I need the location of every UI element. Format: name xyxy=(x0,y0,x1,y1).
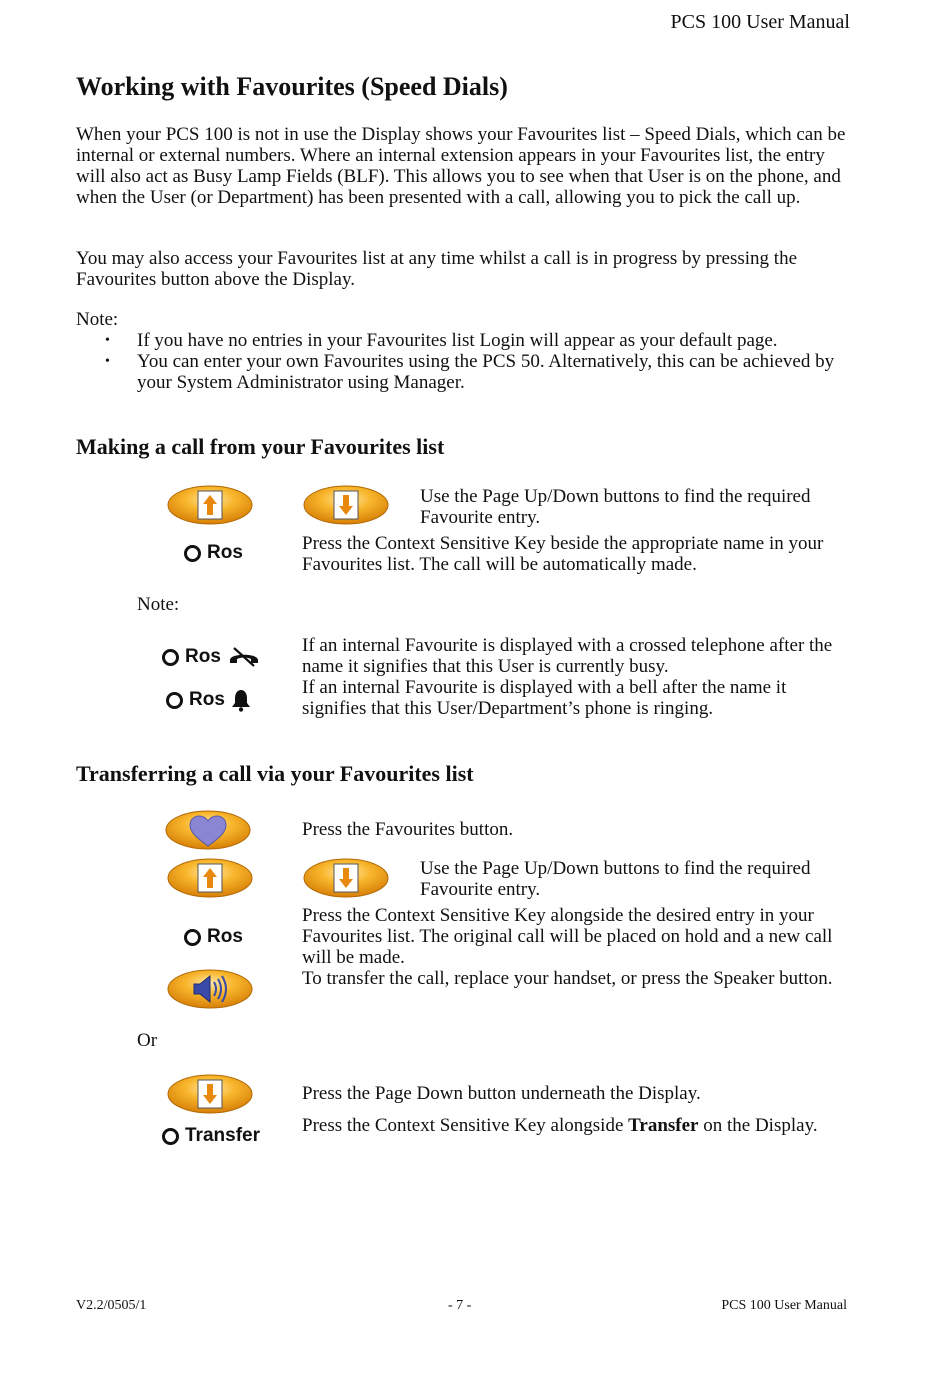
favourites-button xyxy=(164,809,252,851)
footer-version: V2.2/0505/1 xyxy=(76,1298,147,1313)
page-down-button xyxy=(302,484,390,526)
bullet-item: • If you have no entries in your Favourites list Login will appear as your default page. xyxy=(105,330,778,351)
context-key-icon xyxy=(166,692,183,709)
bullet-dot-icon: • xyxy=(105,333,110,348)
bell-icon xyxy=(231,688,251,712)
making-step-context-key: Press the Context Sensitive Key beside the appropriate name in your Favourites list. The call will be automatically made. xyxy=(302,533,824,575)
page-down-button xyxy=(302,857,390,899)
intro-paragraph-1: When your PCS 100 is not in use the Display shows your Favourites list – Speed Dials, which can be internal or external numbers. Where an internal extension appears in your Favourites list, the entry will also act as Busy Lamp Fields (BLF). This allows you to see when that User is on the phone, and when the User (or Department) has been presented with a call, allowing you to pick the call up. xyxy=(76,124,846,208)
context-key-ros: Ros xyxy=(184,542,243,564)
page-up-button xyxy=(166,484,254,526)
or-label: Or xyxy=(137,1030,158,1051)
page-up-button xyxy=(166,857,254,899)
footer-page-number: - 7 - xyxy=(448,1298,472,1313)
busy-description: If an internal Favourite is displayed with a crossed telephone after the name it signifies that this User is currently busy. xyxy=(302,635,833,677)
context-key-icon xyxy=(184,545,201,562)
transfer-step-page-down: Press the Page Down button underneath the Display. xyxy=(302,1083,701,1104)
context-key-icon xyxy=(184,929,201,946)
intro-paragraph-2: You may also access your Favourites list at any time whilst a call is in progress by pressing the Favourites button above the Display. xyxy=(76,248,798,290)
bullet-item: • You can enter your own Favourites using the PCS 50. Alternatively, this can be achieved by your System Administrator using Manager. xyxy=(105,351,835,393)
transfer-step-favourites: Press the Favourites button. xyxy=(302,819,514,840)
context-key-ros: Ros xyxy=(184,926,243,948)
making-note-label: Note: xyxy=(137,594,180,615)
intro-note-label: Note: xyxy=(76,309,119,330)
transfer-step-speaker: To transfer the call, replace your handset, or press the Speaker button. xyxy=(302,968,833,989)
section-heading-making-call: Making a call from your Favourites list xyxy=(76,434,445,459)
section-heading-transfer: Transferring a call via your Favourites list xyxy=(76,761,474,786)
context-key-transfer: Transfer xyxy=(162,1125,260,1147)
intro-bullet-list xyxy=(76,330,856,393)
transfer-step-context-key: Press the Context Sensitive Key alongside the desired entry in your Favourites list. The original call will be placed on hold and a new call will be made. xyxy=(302,905,833,968)
ringing-description: If an internal Favourite is displayed with a bell after the name it signifies that this User/Department’s phone is ringing. xyxy=(302,677,787,719)
context-key-ros-busy: Ros xyxy=(162,646,261,668)
footer-manual-title: PCS 100 User Manual xyxy=(721,1298,847,1313)
running-header: PCS 100 User Manual xyxy=(670,11,850,33)
crossed-telephone-icon xyxy=(227,646,261,668)
page-title: Working with Favourites (Speed Dials) xyxy=(76,72,508,101)
transfer-step-page-updown: Use the Page Up/Down buttons to find the required Favourite entry. xyxy=(420,858,811,900)
transfer-keyword: Transfer xyxy=(628,1115,699,1136)
context-key-ros-ringing: Ros xyxy=(166,688,251,712)
context-key-icon xyxy=(162,1128,179,1145)
transfer-step-transfer-key: Press the Context Sensitive Key alongside Transfer on the Display. xyxy=(302,1115,818,1136)
context-key-icon xyxy=(162,649,179,666)
page-down-button xyxy=(166,1073,254,1115)
bullet-dot-icon: • xyxy=(105,354,110,369)
making-step-page-updown: Use the Page Up/Down buttons to find the required Favourite entry. xyxy=(420,486,811,528)
speaker-button xyxy=(166,968,254,1010)
